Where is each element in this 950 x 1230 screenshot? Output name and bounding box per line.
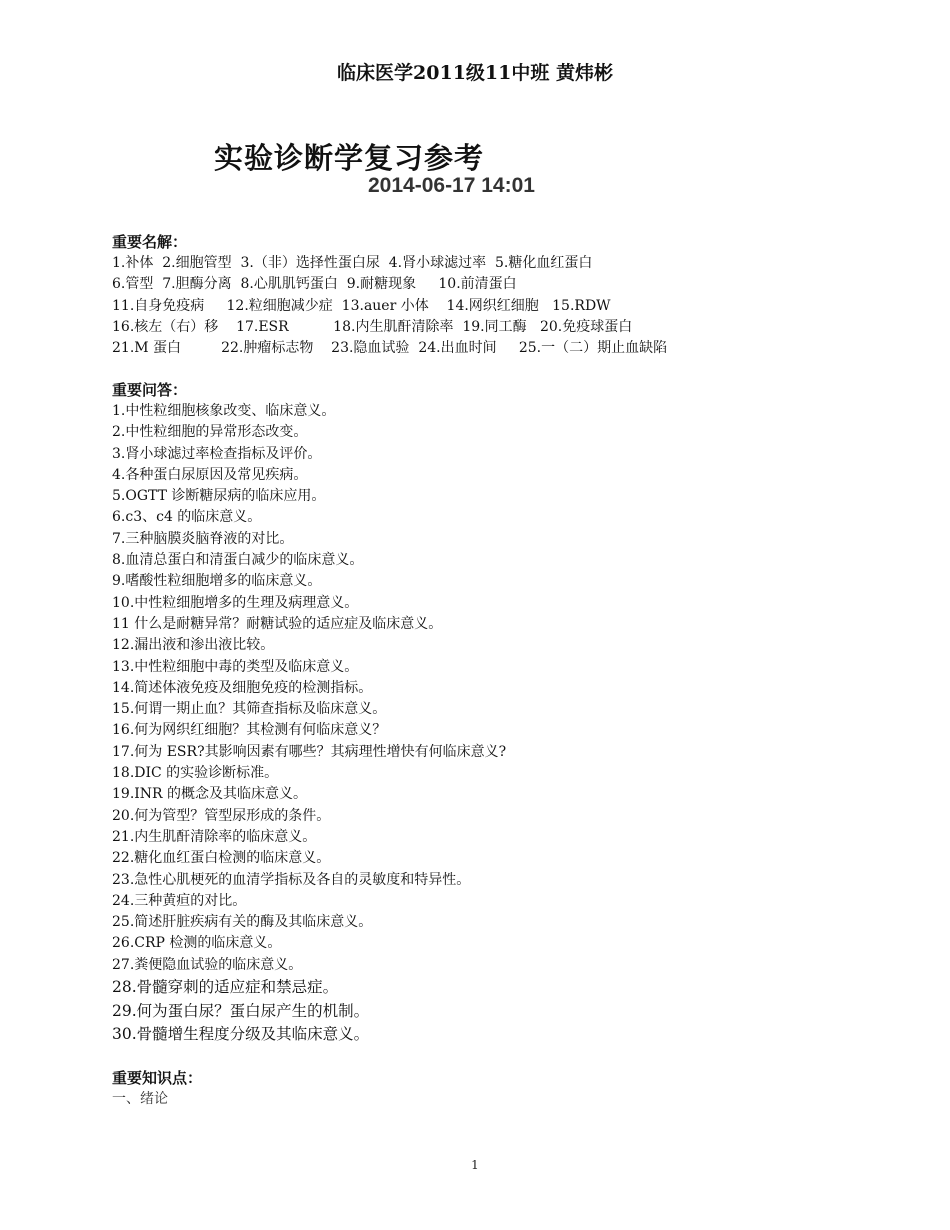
- knowledge-section: [112, 1068, 912, 1110]
- question-item: 4.各种蛋白尿原因及常见疾病。: [112, 466, 308, 483]
- document-title: 实验诊断学复习参考: [214, 141, 485, 175]
- knowledge-heading: 重要知识点：: [112, 1069, 203, 1087]
- question-item: 29.何为蛋白尿？蛋白尿产生的机制。: [112, 1001, 370, 1020]
- question-item: 19.INR 的概念及其临床意义。: [112, 786, 308, 803]
- question-item: 24.三种黄疸的对比。: [112, 892, 247, 909]
- document-date: 2014-06-17 14:01: [368, 174, 535, 197]
- terms-section: [112, 232, 912, 359]
- terms-row: 21.M 蛋白 22.肿瘤标志物 23.隐血试验 24.出血时间 25.一（二）期止血缺陷: [112, 340, 668, 357]
- questions-section: [112, 380, 912, 1047]
- questions-heading: 重要问答：: [112, 381, 188, 399]
- question-item: 15.何谓一期止血？其筛查指标及临床意义。: [112, 701, 387, 718]
- question-item: 25.简述肝脏疾病有关的酶及其临床意义。: [112, 914, 373, 931]
- question-item: 21.内生肌酐清除率的临床意义。: [112, 828, 317, 845]
- question-item: 7.三种脑膜炎脑脊液的对比。: [112, 530, 294, 547]
- terms-heading: 重要名解：: [112, 233, 188, 251]
- question-item: 9.嗜酸性粒细胞增多的临床意义。: [112, 573, 322, 590]
- question-item: 30.骨髓增生程度分级及其临床意义。: [112, 1025, 370, 1044]
- question-item: 6.c3、c4 的临床意义。: [112, 509, 262, 526]
- knowledge-intro: 一、绪论: [112, 1091, 168, 1107]
- question-item: 10.中性粒细胞增多的生理及病理意义。: [112, 594, 359, 611]
- question-item: 8.血清总蛋白和清蛋白减少的临床意义。: [112, 552, 364, 569]
- page-number: 1: [471, 1158, 479, 1172]
- question-item: 11 什么是耐糖异常？耐糖试验的适应症及临床意义。: [112, 615, 443, 632]
- question-item: 22.糖化血红蛋白检测的临床意义。: [112, 850, 331, 867]
- terms-row: 6.管型 7.胆酶分离 8.心肌肌钙蛋白 9.耐糖现象 10.前清蛋白: [112, 276, 517, 293]
- question-item: 13.中性粒细胞中毒的类型及临床意义。: [112, 658, 359, 675]
- question-item: 26.CRP 检测的临床意义。: [112, 935, 282, 952]
- question-item: 16.何为网织红细胞？其检测有何临床意义？: [112, 722, 387, 739]
- question-item: 17.何为 ESR?其影响因素有哪些？其病理性增快有何临床意义?: [112, 743, 507, 760]
- question-item: 14.简述体液免疫及细胞免疫的检测指标。: [112, 679, 373, 696]
- question-item: 20.何为管型？管型尿形成的条件。: [112, 807, 331, 824]
- question-item: 27.粪便隐血试验的临床意义。: [112, 956, 303, 973]
- question-item: 5.OGTT 诊断糖尿病的临床应用。: [112, 488, 326, 505]
- terms-row: 16.核左（右）移 17.ESR 18.内生肌酐清除率 19.同工酶 20.免疫球蛋白: [112, 318, 633, 335]
- question-item: 18.DIC 的实验诊断标准。: [112, 765, 279, 782]
- terms-row: 1.补体 2.细胞管型 3.（非）选择性蛋白尿 4.肾小球滤过率 5.糖化血红蛋白: [112, 255, 593, 271]
- question-item: 12.漏出液和渗出液比较。: [112, 637, 275, 654]
- question-item: 2.中性粒细胞的异常形态改变。: [112, 424, 308, 441]
- question-item: 3.肾小球滤过率检查指标及评价。: [112, 445, 322, 462]
- question-item: 28.骨髓穿刺的适应症和禁忌症。: [112, 978, 339, 997]
- author-header: 临床医学2011级11中班 黄炜彬: [337, 62, 613, 84]
- terms-row: 11.自身免疫病 12.粒细胞减少症 13.auer 小体 14.网织红细胞 15.RDW: [112, 297, 611, 314]
- question-item: 23.急性心肌梗死的血清学指标及各自的灵敏度和特异性。: [112, 871, 471, 888]
- question-item: 1.中性粒细胞核象改变、临床意义。: [112, 403, 336, 419]
